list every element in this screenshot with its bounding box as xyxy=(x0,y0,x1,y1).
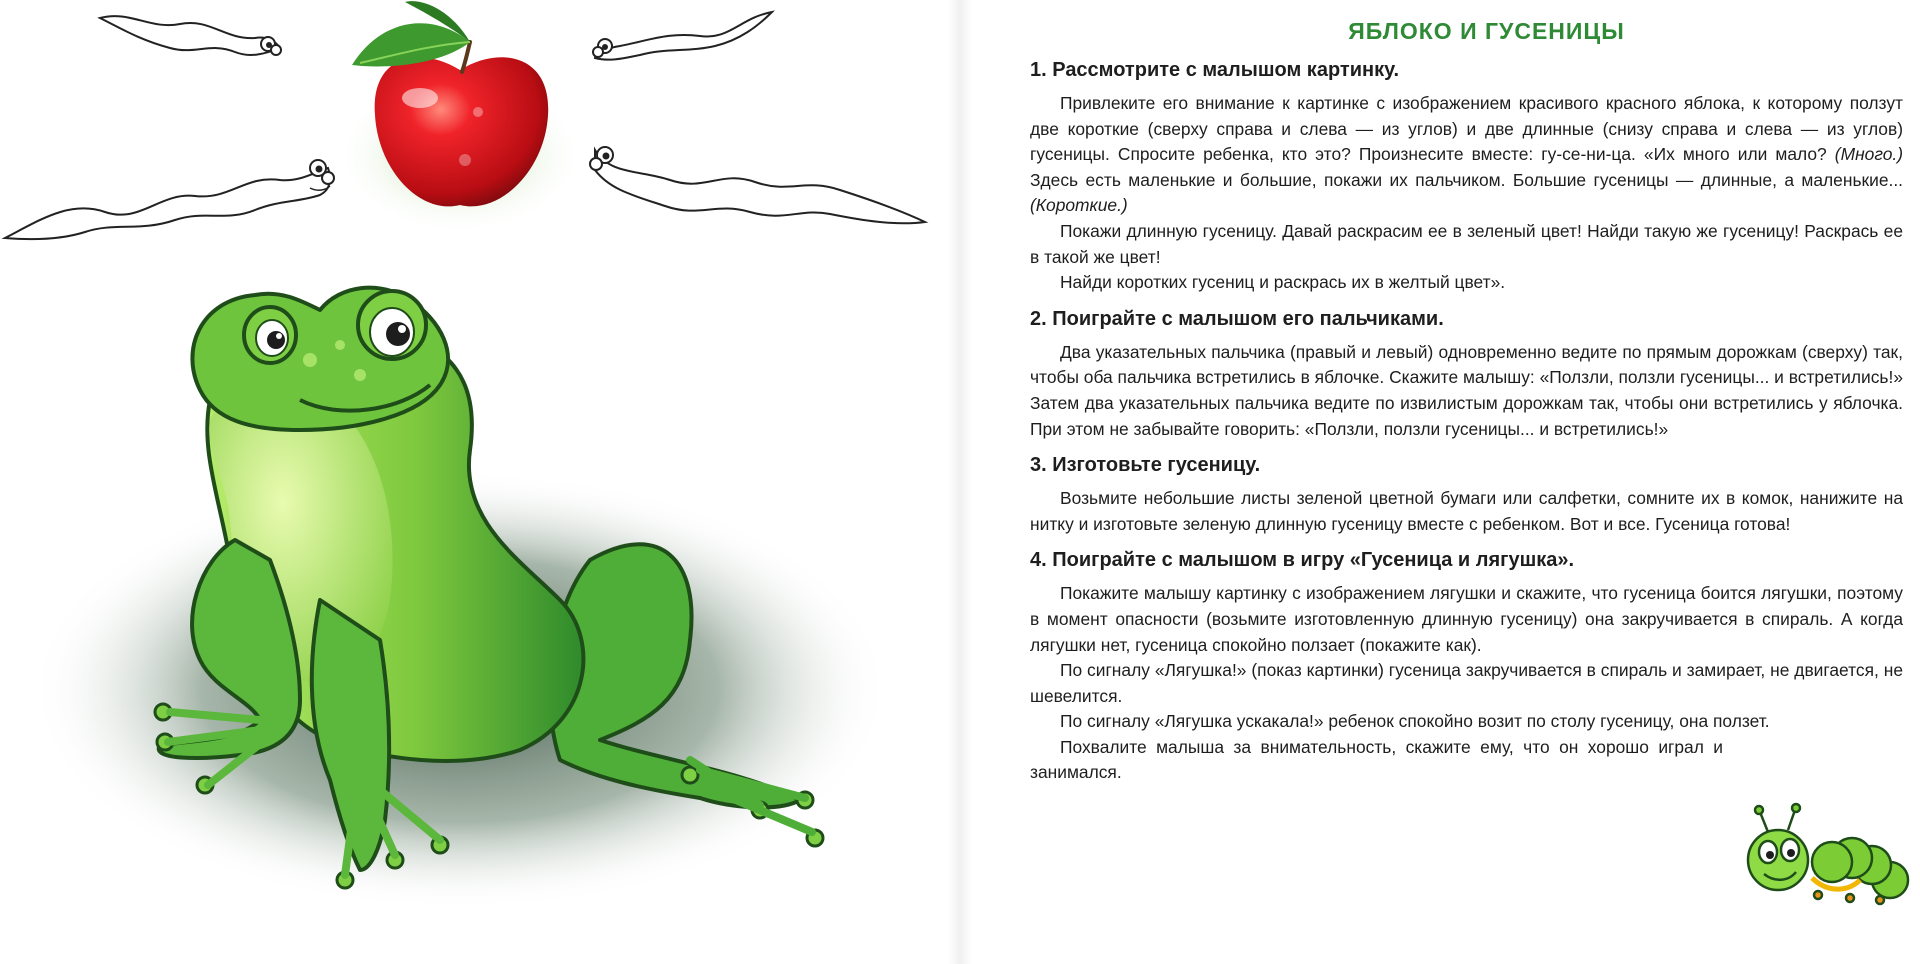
paragraph: По сигналу «Лягушка ускакала!» ребенок спокойно возит по столу гусеницу, она ползет. xyxy=(1060,711,1770,732)
caterpillar-head xyxy=(1748,830,1808,890)
paragraph: Привлеките его внимание к картинке с изображением красивого красного яблока, к которому ползут две короткие (сверху справа и слева — из углов) и две длинные (снизу справа и слева — из углов) гусеницы. Спросите ребенка, кто это? Произнесите вместе: гу-се-ни-ца. «Их много или мало? (Много.) Здесь есть маленькие и большие, покажи их пальчиком. Большие гусеницы — длинные, а маленькие... (Короткие.) xyxy=(1030,93,1903,216)
paragraph: Два указательных пальчика (правый и левый) одновременно ведите по прямым дорожкам (сверху) так, чтобы оба пальчика встретились в яблочке. Скажите малышу: «Ползли, ползли гусеницы... и встретились!» Затем два указательных пальчика ведите по извилистым дорожкам так, чтобы они встретились у яблочка. При этом не забывайте говорить: «Ползли, ползли гусеницы... и встретились!» xyxy=(1030,341,1903,439)
paragraph: По сигналу «Лягушка!» (показ картинки) гусеница закручивается в спираль и замирает, не двигается, не шевелится. xyxy=(1030,660,1903,706)
section-4 xyxy=(1030,549,1903,786)
instructions-text xyxy=(1030,18,1903,798)
green-caterpillar-illustration xyxy=(1748,804,1908,904)
section-heading: 1. Рассмотрите с малышом картинку. xyxy=(1030,59,1399,81)
page-title: ЯБЛОКО И ГУСЕНИЦЫ xyxy=(1348,18,1625,44)
paragraph: Покажите малышу картинку с изображением лягушки и скажите, что гусеница боится лягушки, поэтому в момент опасности (возьмите изготовленную длинную гусеницу) она закручивается в спираль. А когда лягушки нет, гусеница спокойно ползает (покажите как). xyxy=(1030,583,1903,655)
paragraph: Покажи длинную гусеницу. Давай раскрасим ее в зеленый цвет! Найди такую же гусеницу! Раскрась ее в такой же цвет! xyxy=(1030,220,1903,267)
caterpillar-outline-bottom-left xyxy=(5,160,334,239)
caterpillar-outline-top-left xyxy=(100,16,281,55)
caterpillar-outline-bottom-right xyxy=(590,147,925,223)
paragraph: Похвалите малыша за внимательность, скажите ему, что он хорошо играл и занимался. xyxy=(1030,736,1723,783)
section-heading: 3. Изготовьте гусеницу. xyxy=(1030,454,1261,477)
caterpillar-outline-top-right xyxy=(593,12,772,60)
section-heading: 4. Поиграйте с малышом в игру «Гусеница и лягушка». xyxy=(1030,549,1575,572)
section-2 xyxy=(1030,308,1903,442)
paragraph: Найди коротких гусениц и раскрась их в желтый цвет». xyxy=(1060,272,1506,293)
section-1 xyxy=(1030,59,1903,296)
section-heading: 2. Поиграйте с малышом его пальчиками. xyxy=(1030,307,1444,330)
section-3 xyxy=(1030,454,1903,537)
paragraph: Возьмите небольшие листы зеленой цветной бумаги или салфетки, сомните их в комок, нанижите на нитку и изготовьте зеленую длинную гусеницу вместе с ребенком. Вот и все. Гусеница готова! xyxy=(1030,488,1903,534)
